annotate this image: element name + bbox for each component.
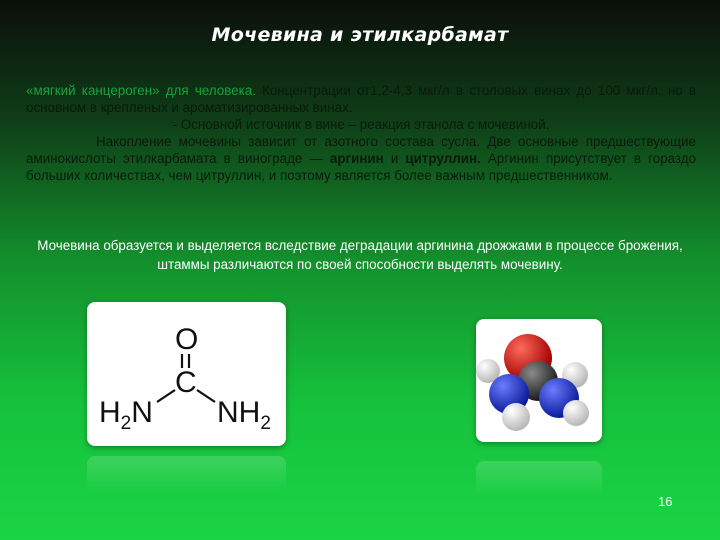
hydrogen-atom-3	[502, 403, 530, 431]
accumulation-text	[26, 133, 696, 184]
urea-model-card	[476, 319, 602, 442]
left-h: H	[99, 396, 121, 429]
urea-space-filling-model	[476, 319, 602, 442]
accumulation-text-part1: Накопление мочевины зависит от азотного состава сусла. Две основные предшествующие аминокислоты этилкарбамата в винограде —	[26, 134, 696, 166]
highlight-text: «мягкий канцероген» для человека.	[26, 83, 256, 98]
main-paragraph	[26, 82, 696, 184]
concentration-text: Концентрации от1,2-4,3 мкг/л в столовых винах до 100 мкг/л, но в основном в крепленых и ароматизированных винах.	[26, 83, 696, 115]
left-subscript: 2	[120, 413, 132, 434]
and-text: и	[383, 151, 406, 166]
right-nh: NH	[217, 396, 261, 429]
oxygen-label: O	[175, 323, 199, 356]
hydrogen-atom-4	[563, 400, 589, 426]
right-amine-label	[217, 396, 271, 434]
left-bond	[157, 390, 175, 402]
right-subscript: 2	[260, 413, 271, 434]
source-line: - Основной источник в вине – реакция этанола с мочевиной.	[172, 117, 550, 132]
urea-structure-diagram	[87, 302, 286, 446]
left-n: N	[131, 396, 153, 429]
citrulline-bold: цитруллин.	[405, 151, 481, 166]
carbon-label: C	[175, 366, 197, 399]
urea-paragraph: Мочевина образуется и выделяется вследствие деградации аргинина дрожжами в процессе брожения, штаммы различаются по своей способности выделять мочевину.	[37, 238, 683, 272]
left-amine-label	[99, 396, 153, 434]
slide-title: Мочевина и этилкарбамат	[211, 24, 509, 46]
arginine-text: Аргинин присутствует в гораздо больших количествах, чем цитруллин, и поэтому является более важным предшественником.	[26, 151, 696, 183]
right-bond	[197, 390, 215, 402]
urea-structure-card	[87, 302, 286, 446]
structure-card-reflection	[87, 456, 286, 502]
model-card-reflection	[476, 461, 602, 505]
page-number: 16	[658, 494, 673, 509]
arginine-bold: аргинин	[329, 151, 384, 166]
